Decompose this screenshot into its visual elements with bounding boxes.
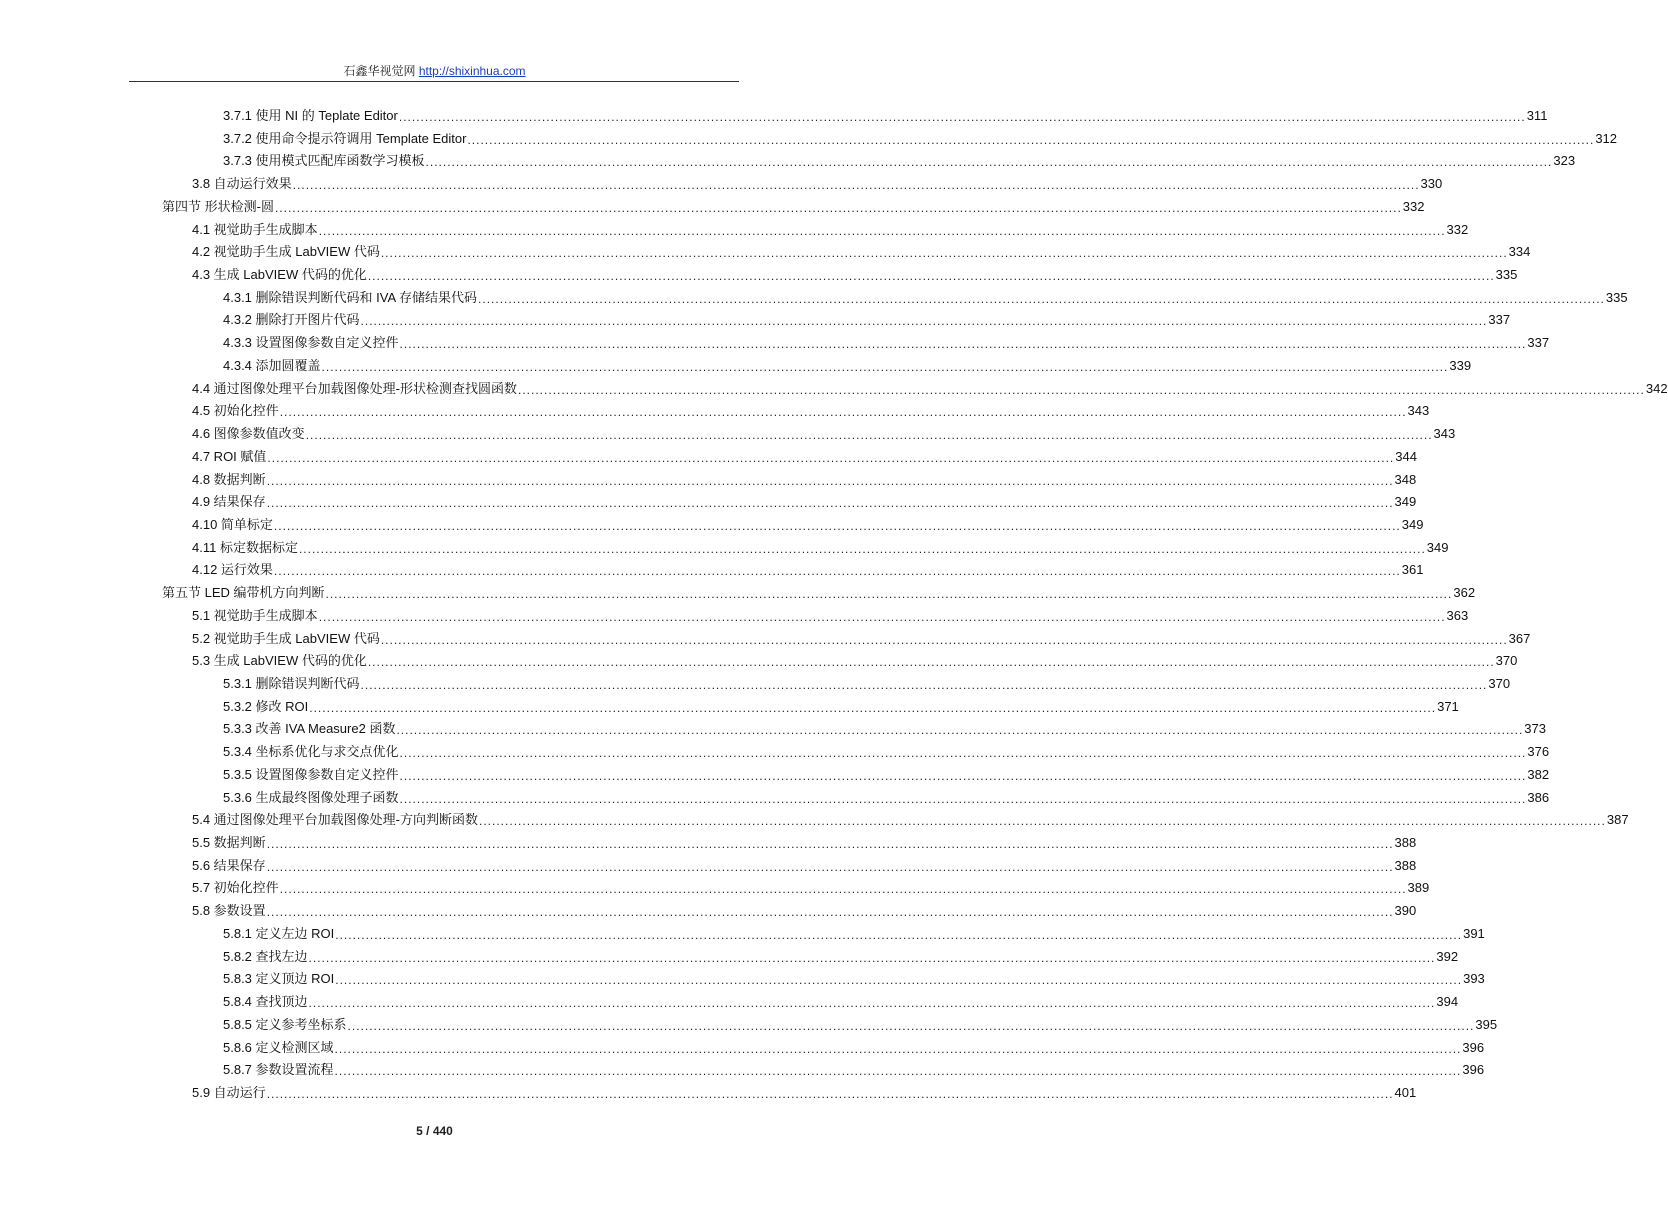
toc-entry-page: 323 (1553, 153, 1576, 169)
toc-entry-title: 4.3 生成 LabVIEW 代码的优化 (192, 267, 367, 283)
toc-dot-leader: .................................................................................................................................................................................................................................................................... (266, 859, 1394, 874)
toc-dot-leader: .................................................................................................................................................................................................................................................................... (399, 791, 1527, 806)
toc-entry[interactable] (223, 331, 1550, 352)
toc-entry-title: 4.1 视觉助手生成脚本 (192, 221, 318, 237)
toc-dot-leader: .................................................................................................................................................................................................................................................................... (273, 564, 1401, 579)
toc-entry-title: 5.3.2 修改 ROI (223, 698, 309, 714)
toc-entry-page: 332 (1446, 221, 1469, 237)
toc-entry-title: 4.3.3 设置图像参数自定义控件 (223, 335, 399, 351)
toc-entry[interactable] (162, 581, 1476, 602)
toc-entry-page: 361 (1401, 562, 1424, 578)
toc-entry[interactable] (162, 195, 1425, 215)
toc-entry[interactable] (223, 740, 1550, 761)
toc-entry-title: 5.3.1 删除错误判断代码 (223, 676, 360, 691)
toc-entry[interactable] (192, 172, 1443, 193)
toc-entry-page: 335 (1495, 267, 1518, 283)
toc-entry-title: 5.3.4 坐标系优化与求交点优化 (223, 744, 399, 760)
toc-entry-page: 339 (1449, 357, 1472, 373)
toc-dot-leader: .................................................................................................................................................................................................................................................................... (396, 723, 1524, 738)
page-number: 5 / 440 (416, 1124, 453, 1138)
toc-entry-title: 5.8.3 定义顶边 ROI (223, 971, 335, 987)
toc-entry[interactable] (223, 1013, 1498, 1033)
toc-entry[interactable] (223, 286, 1628, 306)
toc-entry-page: 363 (1446, 607, 1469, 623)
toc-entry-page: 349 (1426, 539, 1449, 555)
toc-dot-leader: .................................................................................................................................................................................................................................................................... (478, 291, 1605, 306)
toc-entry-page: 312 (1595, 130, 1618, 146)
toc-entry-title: 5.3.3 改善 IVA Measure2 函数 (223, 721, 396, 737)
toc-entry-page: 337 (1488, 312, 1511, 328)
toc-entry-page: 367 (1508, 630, 1531, 646)
toc-entry[interactable] (223, 127, 1618, 147)
toc-entry[interactable] (223, 763, 1550, 783)
toc-entry-page: 343 (1433, 426, 1456, 442)
toc-dot-leader: .................................................................................................................................................................................................................................................................... (308, 950, 1436, 965)
toc-entry-title: 5.3.6 生成最终图像处理子函数 (223, 789, 399, 805)
toc-entry-page: 349 (1394, 494, 1417, 510)
toc-entry-page: 373 (1524, 721, 1546, 737)
toc-entry-title: 4.5 初始化控件 (192, 403, 279, 419)
toc-entry-page: 393 (1463, 971, 1485, 987)
toc-entry[interactable] (192, 218, 1469, 238)
toc-entry-title: 5.6 结果保存 (192, 857, 266, 873)
toc-dot-leader: .................................................................................................................................................................................................................................................................... (367, 269, 1495, 284)
toc-dot-leader: .................................................................................................................................................................................................................................................................... (399, 746, 1527, 761)
toc-entry[interactable] (223, 354, 1472, 374)
toc-entry[interactable] (192, 490, 1417, 511)
page-header (0, 63, 869, 79)
toc-entry-page: 334 (1508, 244, 1531, 260)
toc-dot-leader: .................................................................................................................................................................................................................................................................... (266, 837, 1394, 852)
toc-entry-title: 4.6 图像参数值改变 (192, 426, 305, 442)
toc-entry-title: 5.5 数据判断 (192, 835, 266, 851)
toc-dot-leader: .................................................................................................................................................................................................................................................................... (347, 1018, 1475, 1033)
toc-entry-page: 395 (1475, 1016, 1498, 1032)
toc-entry[interactable] (192, 513, 1424, 533)
toc-dot-leader: .................................................................................................................................................................................................................................................................... (398, 110, 1526, 124)
toc-dot-leader: .................................................................................................................................................................................................................................................................... (399, 337, 1527, 352)
toc-entry[interactable] (192, 240, 1531, 261)
toc-entry-page: 396 (1462, 1062, 1485, 1078)
toc-dot-leader: .................................................................................................................................................................................................................................................................... (425, 155, 1553, 170)
toc-entry-page: 387 (1606, 812, 1629, 828)
toc-entry[interactable] (192, 536, 1449, 556)
toc-entry-title: 5.1 视觉助手生成脚本 (192, 607, 318, 623)
toc-entry[interactable] (192, 854, 1417, 874)
toc-entry-title: 5.8.1 定义左边 ROI (223, 925, 335, 941)
toc-entry-page: 401 (1394, 1084, 1417, 1100)
toc-entry[interactable] (223, 1036, 1485, 1056)
header-divider (129, 81, 739, 82)
toc-dot-leader: .................................................................................................................................................................................................................................................................... (308, 996, 1436, 1011)
site-name: 石鑫华视觉网 (343, 64, 416, 78)
toc-entry-page: 396 (1462, 1039, 1485, 1055)
toc-entry-title: 5.2 视觉助手生成 LabVIEW 代码 (192, 630, 380, 646)
toc-dot-leader: .................................................................................................................................................................................................................................................................... (274, 200, 1402, 215)
toc-dot-leader: .................................................................................................................................................................................................................................................................... (318, 223, 1446, 238)
toc-entry-title: 4.3.2 删除打开图片代码 (223, 312, 360, 328)
toc-entry[interactable] (223, 149, 1576, 170)
toc-entry-title: 4.4 通过图像处理平台加载图像处理-形状检测查找圆函数 (192, 380, 518, 396)
toc-entry-title: 第五节 LED 编带机方向判断 (162, 585, 325, 601)
toc-entry[interactable] (192, 604, 1469, 624)
toc-dot-leader: .................................................................................................................................................................................................................................................................... (266, 496, 1394, 511)
toc-dot-leader: .................................................................................................................................................................................................................................................................... (273, 518, 1401, 533)
toc-entry[interactable] (192, 558, 1424, 579)
toc-entry-page: 348 (1394, 471, 1417, 487)
toc-dot-leader: .................................................................................................................................................................................................................................................................... (298, 541, 1426, 556)
toc-dot-leader: .................................................................................................................................................................................................................................................................... (325, 587, 1453, 602)
toc-entry[interactable] (192, 649, 1518, 670)
toc-entry-title: 5.8.2 查找左边 (223, 948, 308, 964)
toc-entry[interactable] (223, 695, 1459, 715)
toc-dot-leader: .................................................................................................................................................................................................................................................................... (318, 609, 1446, 624)
toc-dot-leader: .................................................................................................................................................................................................................................................................... (360, 678, 1488, 692)
toc-entry-page: 342 (1645, 380, 1668, 396)
toc-dot-leader: .................................................................................................................................................................................................................................................................... (334, 1064, 1462, 1079)
toc-entry-title: 第四节 形状检测-圆 (162, 198, 274, 214)
toc-dot-leader: .................................................................................................................................................................................................................................................................... (266, 905, 1394, 920)
toc-entry-page: 371 (1437, 698, 1459, 714)
toc-entry-page: 388 (1394, 835, 1417, 851)
toc-entry-page: 386 (1527, 789, 1550, 805)
toc-entry-title: 4.11 标定数据标定 (192, 539, 298, 555)
toc-entry[interactable] (223, 786, 1550, 806)
toc-entry-page: 335 (1605, 289, 1628, 305)
toc-entry-page: 390 (1394, 903, 1417, 919)
toc-entry-title: 5.8.7 参数设置流程 (223, 1062, 334, 1078)
toc-entry[interactable] (223, 990, 1459, 1011)
toc-dot-leader: .................................................................................................................................................................................................................................................................... (335, 973, 1463, 988)
toc-entry-page: 330 (1420, 176, 1443, 192)
toc-entry[interactable] (223, 967, 1485, 988)
toc-dot-leader: .................................................................................................................................................................................................................................................................... (305, 428, 1433, 443)
toc-entry-title: 4.10 简单标定 (192, 516, 273, 532)
toc-dot-leader: .................................................................................................................................................................................................................................................................... (266, 1086, 1394, 1101)
toc-dot-leader: .................................................................................................................................................................................................................................................................... (321, 359, 1449, 374)
toc-entry[interactable] (223, 1058, 1485, 1079)
toc-entry-page: 389 (1407, 880, 1430, 896)
toc-entry-title: 5.8.4 查找顶边 (223, 994, 308, 1010)
toc-dot-leader: .................................................................................................................................................................................................................................................................... (309, 700, 1437, 715)
toc-entry-title: 5.4 通过图像处理平台加载图像处理-方向判断函数 (192, 812, 479, 828)
toc-dot-leader: .................................................................................................................................................................................................................................................................... (399, 768, 1527, 783)
toc-entry-title: 5.3.5 设置图像参数自定义控件 (223, 766, 399, 782)
toc-entry[interactable] (192, 399, 1430, 420)
toc-entry-page: 370 (1488, 676, 1511, 691)
toc-entry-page: 370 (1495, 653, 1518, 669)
toc-entry[interactable] (223, 922, 1485, 942)
toc-entry-page: 388 (1394, 857, 1417, 873)
toc-entry-title: 4.9 结果保存 (192, 494, 266, 510)
toc-entry-page: 349 (1401, 516, 1424, 532)
toc-entry-page: 337 (1527, 335, 1550, 351)
toc-entry-title: 4.12 运行效果 (192, 562, 273, 578)
toc-entry-title: 3.8 自动运行效果 (192, 176, 292, 192)
toc-dot-leader: .................................................................................................................................................................................................................................................................... (380, 632, 1508, 647)
toc-dot-leader: .................................................................................................................................................................................................................................................................... (479, 814, 1606, 829)
toc-dot-leader: .................................................................................................................................................................................................................................................................... (267, 450, 1395, 465)
toc-entry-title: 5.9 自动运行 (192, 1084, 266, 1100)
toc-entry-title: 5.3 生成 LabVIEW 代码的优化 (192, 653, 367, 669)
toc-entry-title: 5.8 参数设置 (192, 903, 266, 919)
toc-entry-page: 392 (1436, 948, 1459, 964)
toc-dot-leader: .................................................................................................................................................................................................................................................................... (360, 314, 1488, 329)
toc-entry[interactable] (223, 672, 1511, 692)
toc-entry-page: 362 (1453, 585, 1476, 601)
toc-entry[interactable] (192, 808, 1629, 829)
toc-dot-leader: .................................................................................................................................................................................................................................................................... (380, 246, 1508, 261)
toc-entry-title: 4.3.4 添加圆覆盖 (223, 357, 321, 373)
toc-entry-page: 344 (1395, 448, 1417, 464)
toc-dot-leader: .................................................................................................................................................................................................................................................................... (334, 1041, 1462, 1056)
toc-entry[interactable] (192, 445, 1417, 465)
toc-entry-title: 3.7.3 使用模式匹配库函数学习模板 (223, 153, 425, 169)
toc-entry[interactable] (192, 831, 1417, 852)
site-link[interactable]: http://shixinhua.com (418, 64, 526, 78)
toc-entry-title: 4.8 数据判断 (192, 471, 266, 487)
toc-entry[interactable] (192, 468, 1417, 488)
toc-entry-title: 5.7 初始化控件 (192, 880, 279, 896)
toc-entry-title: 5.8.6 定义检测区域 (223, 1039, 334, 1055)
toc-entry[interactable] (192, 876, 1430, 897)
toc-entry-page: 376 (1527, 744, 1550, 760)
toc-dot-leader: .................................................................................................................................................................................................................................................................... (367, 655, 1495, 670)
toc-entry-page: 382 (1527, 766, 1550, 782)
toc-entry[interactable] (223, 717, 1546, 738)
toc-dot-leader: .................................................................................................................................................................................................................................................................... (279, 882, 1407, 897)
toc-entry[interactable] (192, 1081, 1417, 1101)
toc-entry[interactable] (223, 104, 1548, 124)
toc-entry-page: 343 (1407, 403, 1430, 419)
toc-entry-page: 391 (1463, 925, 1485, 941)
toc-entry[interactable] (192, 377, 1668, 397)
toc-entry[interactable] (192, 263, 1518, 284)
toc-entry[interactable] (192, 627, 1531, 647)
toc-entry[interactable] (192, 422, 1456, 443)
toc-entry-title: 4.2 视觉助手生成 LabVIEW 代码 (192, 244, 380, 260)
toc-entry-title: 4.7 ROI 赋值 (192, 448, 267, 464)
toc-entry[interactable] (223, 945, 1459, 965)
toc-entry-title: 4.3.1 删除错误判断代码和 IVA 存储结果代码 (223, 289, 478, 305)
toc-dot-leader: .................................................................................................................................................................................................................................................................... (467, 132, 1595, 147)
toc-entry[interactable] (192, 899, 1417, 920)
toc-dot-leader: .................................................................................................................................................................................................................................................................... (518, 382, 1645, 397)
toc-dot-leader: .................................................................................................................................................................................................................................................................... (335, 927, 1463, 942)
toc-entry-title: 3.7.1 使用 NI 的 Teplate Editor (223, 108, 398, 123)
toc-entry[interactable] (223, 308, 1511, 329)
toc-entry-title: 3.7.2 使用命令提示符调用 Template Editor (223, 130, 467, 146)
toc-dot-leader: .................................................................................................................................................................................................................................................................... (292, 178, 1420, 193)
toc-entry-title: 5.8.5 定义参考坐标系 (223, 1016, 347, 1032)
toc-entry-page: 332 (1402, 198, 1425, 214)
toc-entry-page: 311 (1526, 108, 1548, 123)
toc-dot-leader: .................................................................................................................................................................................................................................................................... (266, 473, 1394, 488)
toc-entry-page: 394 (1436, 994, 1459, 1010)
toc-dot-leader: .................................................................................................................................................................................................................................................................... (279, 405, 1407, 420)
